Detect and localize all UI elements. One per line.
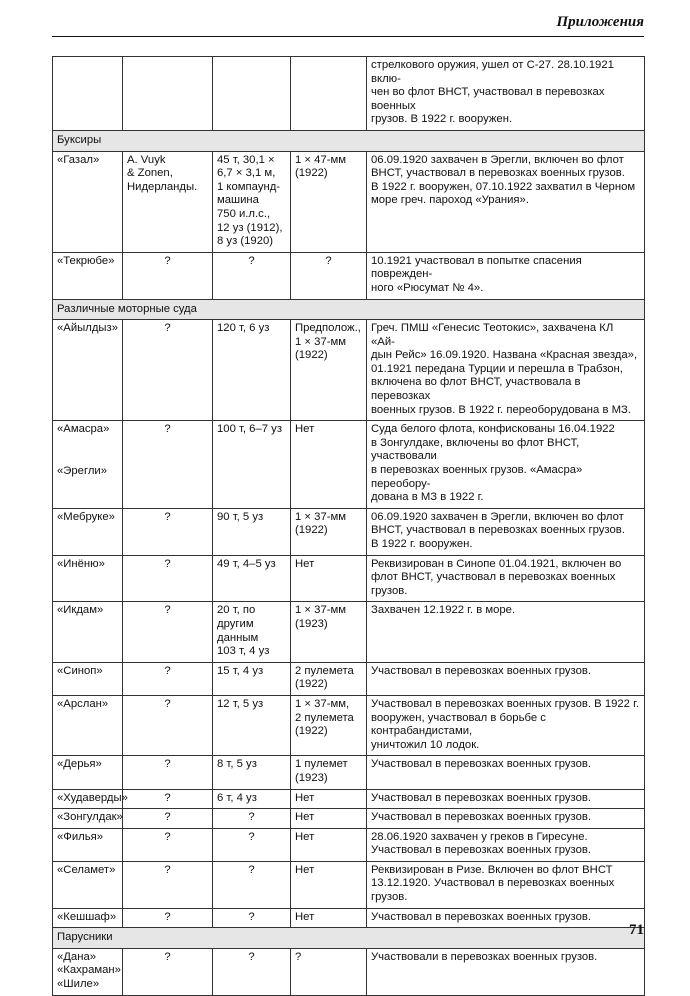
table-row [53,662,645,695]
specs-cell [213,555,291,602]
specs-line: 12 уз (1912), [217,221,283,234]
note-cell [367,320,645,421]
specs-cell [213,809,291,829]
armament-cell [291,756,367,789]
specs-cell: ? [213,252,291,299]
note-line: 06.09.1920 захвачен в Эрегли, включен во флот [371,510,624,523]
builder-cell [123,57,213,131]
specs-line: 1 компаунд- [217,180,281,193]
note-line: стрелкового оружия, ушел от С-27. 28.10.1921 вклю- [371,59,614,85]
builder-cell: ? [123,662,213,695]
note-line: флот ВНСТ, участвовал в перевозках военных [371,571,616,584]
specs-cell [213,602,291,662]
specs-line: ? [248,863,255,876]
armament-line: (1923) [295,771,328,784]
note-line: море греч. пароход «Урания». [371,194,529,207]
vessels-table [52,56,645,996]
armament-cell: ? [291,948,367,995]
note-cell [367,662,645,695]
specs-cell [213,508,291,555]
table-row [53,57,645,131]
note-cell [367,756,645,789]
specs-cell [213,421,291,509]
builder-cell: ? [123,756,213,789]
armament-cell [291,828,367,861]
builder-cell: ? [123,252,213,299]
vessel-name [53,908,123,928]
vessel-name [53,695,123,755]
section-row [53,130,645,151]
armament-line: 1 × 37-мм, [295,697,350,710]
specs-line: 45 т, 30,1 × [217,153,275,166]
armament-cell [291,662,367,695]
note-cell [367,809,645,829]
note-cell [367,151,645,252]
vessel-name-text: «Эрегли» [57,464,108,477]
note-line: Участвовал в перевозках военных грузов. [371,844,592,857]
builder-line: & Zonen, [127,167,173,180]
table-row [53,695,645,755]
specs-cell [213,908,291,928]
armament-cell [291,789,367,809]
armament-line: Нет [295,830,315,843]
table-row [53,809,645,829]
specs-cell [213,57,291,131]
armament-line: 2 пулемета [295,711,354,724]
note-cell [367,861,645,908]
note-line: Участвовал в перевозках военных грузов. [371,664,592,677]
armament-cell [291,151,367,252]
armament-cell [291,695,367,755]
note-cell [367,828,645,861]
note-line: грузов. [371,584,408,597]
specs-line: 49 т, 4–5 уз [217,557,276,570]
note-line: ВНСТ, участвовал в перевозках военных грузов. [371,167,625,180]
table-row [53,948,645,995]
note-line: Суда белого флота, конфискованы 16.04.1922 [371,423,615,436]
builder-cell: ? [123,695,213,755]
note-line: В 1922 г. вооружен, 07.10.1922 захватил в Черном [371,180,636,193]
note-line: Захвачен 12.1922 г. в море. [371,604,516,617]
vessel-name [53,861,123,908]
table-row [53,508,645,555]
armament-line: Нет [295,811,315,824]
note-line: 10.1921 участвовал в попытке спасения поврежден- [371,254,582,281]
vessel-name-text: «Мебруке» [57,510,115,523]
vessel-name-line: «Кахраман» [57,964,121,977]
specs-cell: ? [213,948,291,995]
armament-line: Нет [295,791,315,804]
vessel-name: «Газал» [53,151,123,252]
vessel-name-text: «Филья» [57,830,104,843]
vessel-name [53,948,123,995]
note-line: 28.06.1920 захвачен у греков в Гиресуне. [371,830,588,843]
vessel-name [53,828,123,861]
table-row [53,828,645,861]
vessel-name [53,662,123,695]
table-row [53,421,645,509]
armament-line: 1 × 37-мм [295,335,347,348]
specs-cell [213,151,291,252]
note-line: 01.1921 передана Турции и перешла в Трабзон, [371,362,623,375]
armament-line: Нет [295,557,315,570]
armament-cell [291,320,367,421]
armament-cell: ? [291,252,367,299]
section-title: Буксиры [53,130,645,151]
vessel-name-text: «Кешшаф» [57,910,117,923]
specs-cell [213,789,291,809]
note-line: Участвовал в перевозках военных грузов. [371,910,592,923]
specs-line: другим [217,617,254,630]
specs-line: 15 т, 4 уз [217,664,264,677]
builder-cell: ? [123,828,213,861]
section-title: Парусники [53,928,645,949]
builder-cell: ? [123,508,213,555]
name-cell [53,57,123,131]
vessel-name [53,555,123,602]
note-line: Участвовал в перевозках военных грузов. [371,811,592,824]
vessel-name-text: «Айылдыз» [57,322,119,335]
section-title: Различные моторные суда [53,299,645,320]
armament-cell [291,861,367,908]
table-row [53,861,645,908]
vessel-name [53,756,123,789]
armament-line: (1922) [295,725,328,738]
armament-line: Нет [295,423,315,436]
vessel-name-text: «Арслан» [57,697,109,710]
note-cell [367,908,645,928]
specs-line: ? [248,830,255,843]
armament-cell [291,602,367,662]
running-header [52,10,644,37]
armament-cell [291,508,367,555]
note-cell [367,57,645,131]
note-cell: Участвовали в перевозках военных грузов. [367,948,645,995]
note-line: в перевозках военных грузов. «Амасра» переобору- [371,464,583,490]
table-row [53,555,645,602]
specs-line: 12 т, 5 уз [217,697,264,710]
note-line: Реквизирован в Синопе 01.04.1921, включен во [371,557,622,570]
specs-line: 8 уз (1920) [217,235,274,248]
specs-cell [213,828,291,861]
specs-line: 8 т, 5 уз [217,758,257,771]
builder-cell: ? [123,555,213,602]
vessel-name-text: «Зонгулдак» [57,811,123,824]
note-line: в Зонгулдаке, включены во флот ВНСТ, участвовали [371,436,580,463]
armament-line: 1 пулемет [295,758,348,771]
vessel-name-line: «Шиле» [57,978,100,991]
armament-line: 1 × 37-мм [295,604,347,617]
specs-line: 90 т, 5 уз [217,510,264,523]
vessel-name [53,809,123,829]
vessel-name-text: «Дерья» [57,758,102,771]
armament-line: (1922) [295,349,328,362]
builder-cell: ? [123,421,213,509]
armament-line: (1922) [295,524,328,537]
table-row [53,151,645,252]
table-row [53,908,645,928]
note-line: военных грузов. В 1922 г. переоборудована в МЗ. [371,403,631,416]
builder-cell [123,151,213,252]
builder-cell: ? [123,948,213,995]
vessel-name-text: «Амасра» [57,423,110,436]
vessel-name-line: «Дана» [57,950,97,963]
section-row [53,299,645,320]
specs-cell [213,320,291,421]
note-line: 06.09.1920 захвачен в Эрегли, включен во флот [371,153,624,166]
builder-cell: ? [123,602,213,662]
builder-line: Нидерланды. [127,180,198,193]
note-cell [367,421,645,509]
vessel-name [53,508,123,555]
table-row [53,756,645,789]
table-row [53,789,645,809]
vessel-name-text: «Синоп» [57,664,103,677]
header-title: Приложения [556,14,644,30]
specs-line: 750 и.л.с., [217,207,271,220]
note-cell [367,252,645,299]
vessel-name-text: «Селамет» [57,863,116,876]
vessel-name [53,320,123,421]
specs-cell [213,756,291,789]
builder-cell: ? [123,861,213,908]
note-line: дована в МЗ в 1922 г. [371,491,484,504]
note-cell [367,555,645,602]
specs-line: 6,7 × 3,1 м, [217,167,276,180]
builder-cell: ? [123,789,213,809]
table-row [53,320,645,421]
armament-cell [291,421,367,509]
specs-line: машина [217,194,259,207]
note-line: уничтожил 10 лодок. [371,738,480,751]
armament-cell [291,908,367,928]
note-line: ного «Рюсумат № 4». [371,281,484,294]
note-line: Греч. ПМШ «Генесис Теотокис», захвачена КЛ «Ай- [371,322,614,348]
specs-line: данным [217,631,259,644]
vessel-name: «Текрюбе» [53,252,123,299]
specs-line: 20 т, по [217,604,256,617]
builder-cell: ? [123,908,213,928]
table-row [53,252,645,299]
note-cell [367,695,645,755]
armament-line: 1 × 47-мм [295,153,347,166]
table-row [53,602,645,662]
specs-line: ? [248,910,255,923]
armament-cell [291,555,367,602]
section-row [53,928,645,949]
specs-line: 6 т, 4 уз [217,791,257,804]
armament-line: 1 × 37-мм [295,510,347,523]
note-line: включена во флот ВНСТ, участвовала в перевозках [371,376,581,403]
specs-line: ? [248,811,255,824]
note-line: 13.12.1920. Участвовал в перевозках военных грузов. [371,877,615,904]
builder-cell: ? [123,809,213,829]
note-line: ВНСТ, участвовал в перевозках военных грузов. [371,524,625,537]
vessel-name [53,789,128,809]
specs-line: 103 т, 4 уз [217,645,270,658]
note-cell [367,508,645,555]
specs-cell [213,861,291,908]
armament-line: Предполож., [295,322,361,335]
note-line: вооружен, участвовал в борьбе с контрабандистами, [371,711,546,738]
vessel-name [53,602,123,662]
specs-cell [213,695,291,755]
specs-line: 120 т, 6 уз [217,322,270,335]
vessel-name-text: «Худаверды» [57,791,128,804]
note-line: чен во флот ВНСТ, участвовал в перевозках военных [371,86,605,112]
vessel-name-text: «Инёню» [57,557,105,570]
note-line: Участвовал в перевозках военных грузов. В 1922 г. [371,697,639,710]
armament-cell [291,57,367,131]
armament-line: Нет [295,863,315,876]
note-cell [367,602,645,662]
builder-cell: ? [123,320,213,421]
page-number: 71 [629,922,644,938]
armament-line: Нет [295,910,315,923]
note-line: Участвовал в перевозках военных грузов. [371,791,592,804]
note-line: грузов. В 1922 г. вооружен. [371,113,513,126]
note-line: В 1922 г. вооружен. [371,538,473,550]
builder-line: A. Vuyk [127,153,166,166]
armament-cell [291,809,367,829]
vessel-name [53,421,123,509]
armament-line: 2 пулемета [295,664,354,677]
note-line: дын Рейс» 16.09.1920. Названа «Красная звезда», [371,349,638,362]
armament-line: (1922) [295,167,328,180]
note-cell [367,789,645,809]
specs-line: 100 т, 6–7 уз [217,423,283,436]
vessel-name-text: «Икдам» [57,604,104,617]
armament-line: (1923) [295,617,328,630]
armament-line: (1922) [295,678,328,691]
note-line: Реквизирован в Ризе. Включен во флот ВНСТ [371,863,613,876]
note-line: Участвовал в перевозках военных грузов. [371,758,592,771]
specs-cell [213,662,291,695]
